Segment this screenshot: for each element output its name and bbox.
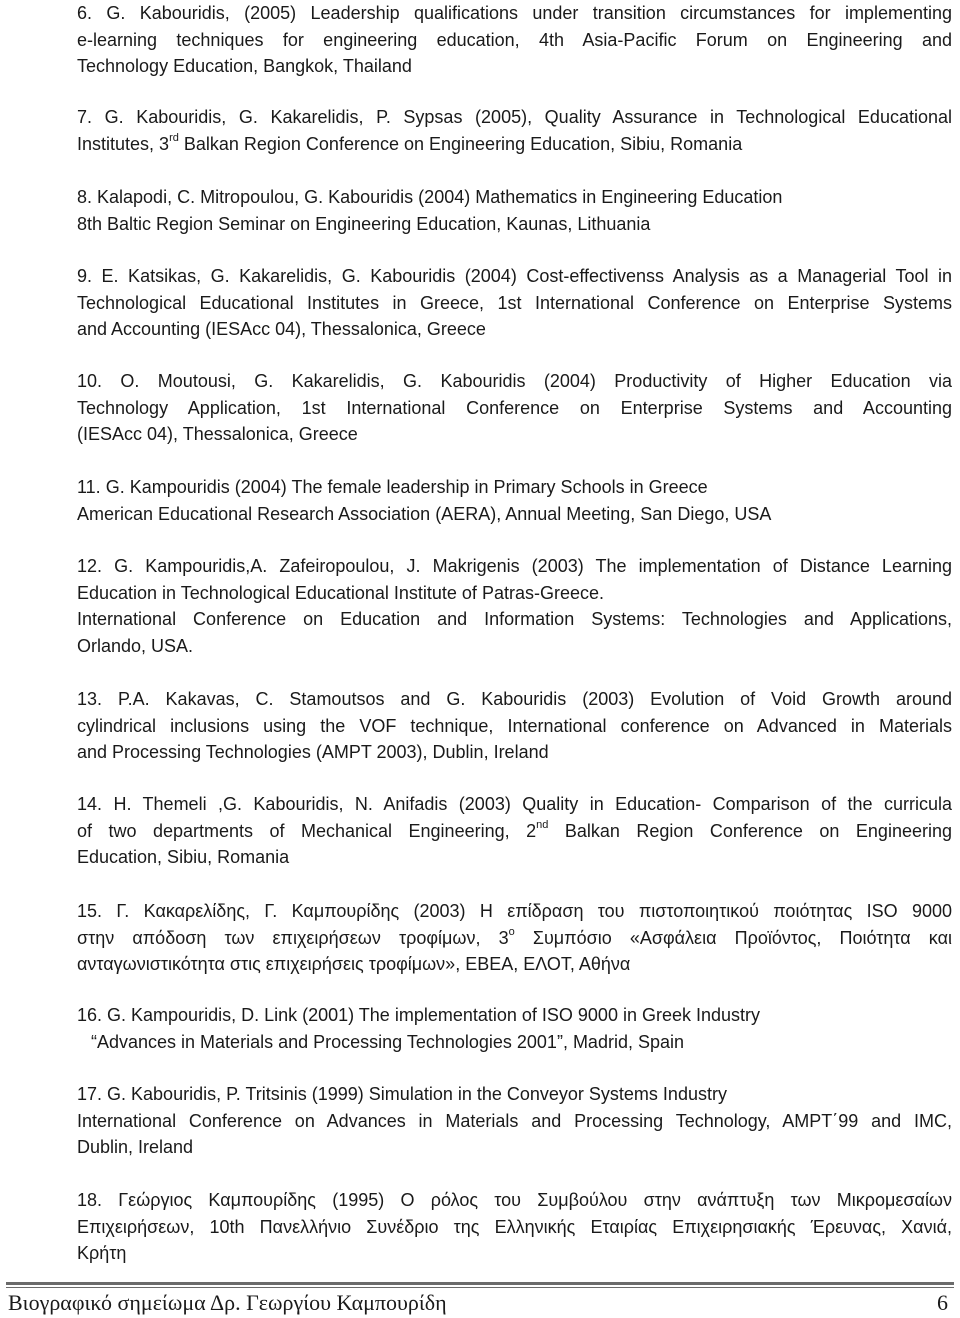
entry-line: and Processing Technologies (AMPT 2003), Dublin, Ireland bbox=[77, 742, 549, 762]
entry-line: 8th Baltic Region Seminar on Engineering Education, Kaunas, Lithuania bbox=[77, 213, 651, 234]
entry-line: Technology Application, 1st International Conference on Enterprise Systems and Accounting bbox=[77, 397, 952, 418]
entry-line: Technological Educational Institutes in Greece, 1st International Conference on Enterprise Systems bbox=[77, 292, 952, 313]
entry-text: of two departments of Mechanical Engineering, 2 bbox=[77, 820, 537, 841]
reference-entry-15 bbox=[77, 898, 952, 978]
reference-entry-7 bbox=[77, 104, 952, 157]
reference-entry-16 bbox=[77, 1002, 952, 1055]
entry-line: American Educational Research Association (AERA), Annual Meeting, San Diego, USA bbox=[77, 503, 772, 524]
entry-line: Orlando, USA. bbox=[77, 635, 194, 656]
entry-line: 6. G. Kabouridis, (2005) Leadership qualifications under transition circumstances for implementing bbox=[77, 3, 952, 23]
entry-line: Education, Sibiu, Romania bbox=[77, 847, 290, 867]
reference-entry-9 bbox=[77, 263, 952, 343]
superscript: rd bbox=[169, 131, 179, 144]
reference-entry-12 bbox=[77, 553, 952, 659]
entry-line: “Advances in Materials and Processing Technologies 2001”, Madrid, Spain bbox=[91, 1031, 684, 1052]
entry-line: Dublin, Ireland bbox=[77, 1137, 194, 1157]
superscript: ο bbox=[508, 925, 515, 938]
entry-line bbox=[77, 131, 952, 158]
entry-line: 12. G. Kampouridis,A. Zafeiropoulou, J. Makrigenis (2003) The implementation of Distance Learning bbox=[77, 556, 952, 576]
entry-text: Balkan Region Conference on Engineering bbox=[548, 820, 952, 841]
reference-entry-17 bbox=[77, 1081, 952, 1161]
entry-line: 9. E. Katsikas, G. Kakarelidis, G. Kabouridis (2004) Cost-effectivenss Analysis as a Managerial Tool in bbox=[77, 266, 952, 286]
reference-entry-14 bbox=[77, 791, 952, 871]
entry-line: International Conference on Advances in Materials and Processing Technology, AMPT΄99 and IMC, bbox=[77, 1110, 952, 1131]
entry-line: Technology Education, Bangkok, Thailand bbox=[77, 56, 412, 76]
entry-line: International Conference on Education and Information Systems: Technologies and Applications, bbox=[77, 609, 952, 629]
entry-line: 13. P.A. Kakavas, C. Stamoutsos and G. Kabouridis (2003) Evolution of Void Growth around bbox=[77, 689, 952, 709]
reference-entry-13 bbox=[77, 686, 952, 766]
entry-line: Επιχειρήσεων, 10th Πανελλήνιο Συνέδριο της Ελληνικής Εταιρίας Επιχειρησιακής Έρευνας, Χανιά, bbox=[77, 1216, 952, 1237]
entry-line: 15. Γ. Κακαρελίδης, Γ. Καμπουρίδης (2003) Η επίδραση του πιστοποιητικού ποιότητας ISO 9000 bbox=[77, 901, 952, 921]
entry-line: (IESAcc 04), Thessalonica, Greece bbox=[77, 424, 358, 444]
entry-line bbox=[77, 925, 952, 952]
reference-entry-6 bbox=[77, 0, 952, 80]
entry-line: e-learning techniques for engineering education, 4th Asia-Pacific Forum on Engineering and bbox=[77, 29, 952, 50]
entry-line: 11. G. Kampouridis (2004) The female leadership in Primary Schools in Greece bbox=[77, 477, 708, 497]
entry-line: Education in Technological Educational Institute of Patras-Greece. bbox=[77, 582, 604, 603]
entry-line bbox=[77, 818, 952, 845]
reference-entry-8 bbox=[77, 184, 952, 237]
entry-text: Συμπόσιο «Ασφάλεια Προϊόντος, Ποιότητα και bbox=[514, 927, 952, 948]
entry-text: Institutes, 3 bbox=[77, 133, 170, 154]
entry-line: 17. G. Kabouridis, P. Tritsinis (1999) Simulation in the Conveyor Systems Industry bbox=[77, 1084, 727, 1104]
reference-entry-11 bbox=[77, 474, 952, 527]
entry-line: 18. Γεώργιος Καμπουρίδης (1995) Ο ρόλος του Συμβούλου στην ανάπτυξη των Μικρομεσαίων bbox=[77, 1190, 952, 1210]
entry-line: 14. H. Themeli ,G. Kabouridis, N. Anifadis (2003) Quality in Education- Comparison of the curricula bbox=[77, 794, 952, 814]
entry-line: cylindrical inclusions using the VOF technique, International conference on Advanced in Materials bbox=[77, 715, 952, 736]
footer-title: Βιογραφικό σημείωμα Δρ. Γεωργίου Καμπουρίδη bbox=[8, 1290, 447, 1315]
entry-line: ανταγωνιστικότητα στις επιχειρήσεις τροφίμων», ΕΒΕΑ, ΕΛΟΤ, Αθήνα bbox=[77, 954, 631, 974]
entry-line: Κρήτη bbox=[77, 1243, 127, 1263]
footer-divider bbox=[6, 1282, 954, 1285]
entry-line: and Accounting (IESAcc 04), Thessalonica, Greece bbox=[77, 319, 486, 339]
page-number: 6 bbox=[937, 1290, 948, 1315]
footer-divider-thin bbox=[6, 1287, 954, 1288]
entry-text: Balkan Region Conference on Engineering Education, Sibiu, Romania bbox=[178, 133, 743, 154]
reference-entry-10 bbox=[77, 368, 952, 448]
entry-line: 10. O. Moutousi, G. Kakarelidis, G. Kabouridis (2004) Productivity of Higher Education via bbox=[77, 371, 952, 391]
entry-line: 8. Kalapodi, C. Mitropoulou, G. Kabouridis (2004) Mathematics in Engineering Education bbox=[77, 187, 783, 207]
entry-line: 16. G. Kampouridis, D. Link (2001) The implementation of ISO 9000 in Greek Industry bbox=[77, 1005, 761, 1025]
superscript: nd bbox=[536, 818, 549, 831]
reference-entry-18 bbox=[77, 1187, 952, 1267]
entry-text: στην απόδοση των επιχειρήσεων τροφίμων, 3 bbox=[77, 927, 509, 948]
entry-line: 7. G. Kabouridis, G. Kakarelidis, P. Sypsas (2005), Quality Assurance in Technological Educational bbox=[77, 107, 952, 127]
